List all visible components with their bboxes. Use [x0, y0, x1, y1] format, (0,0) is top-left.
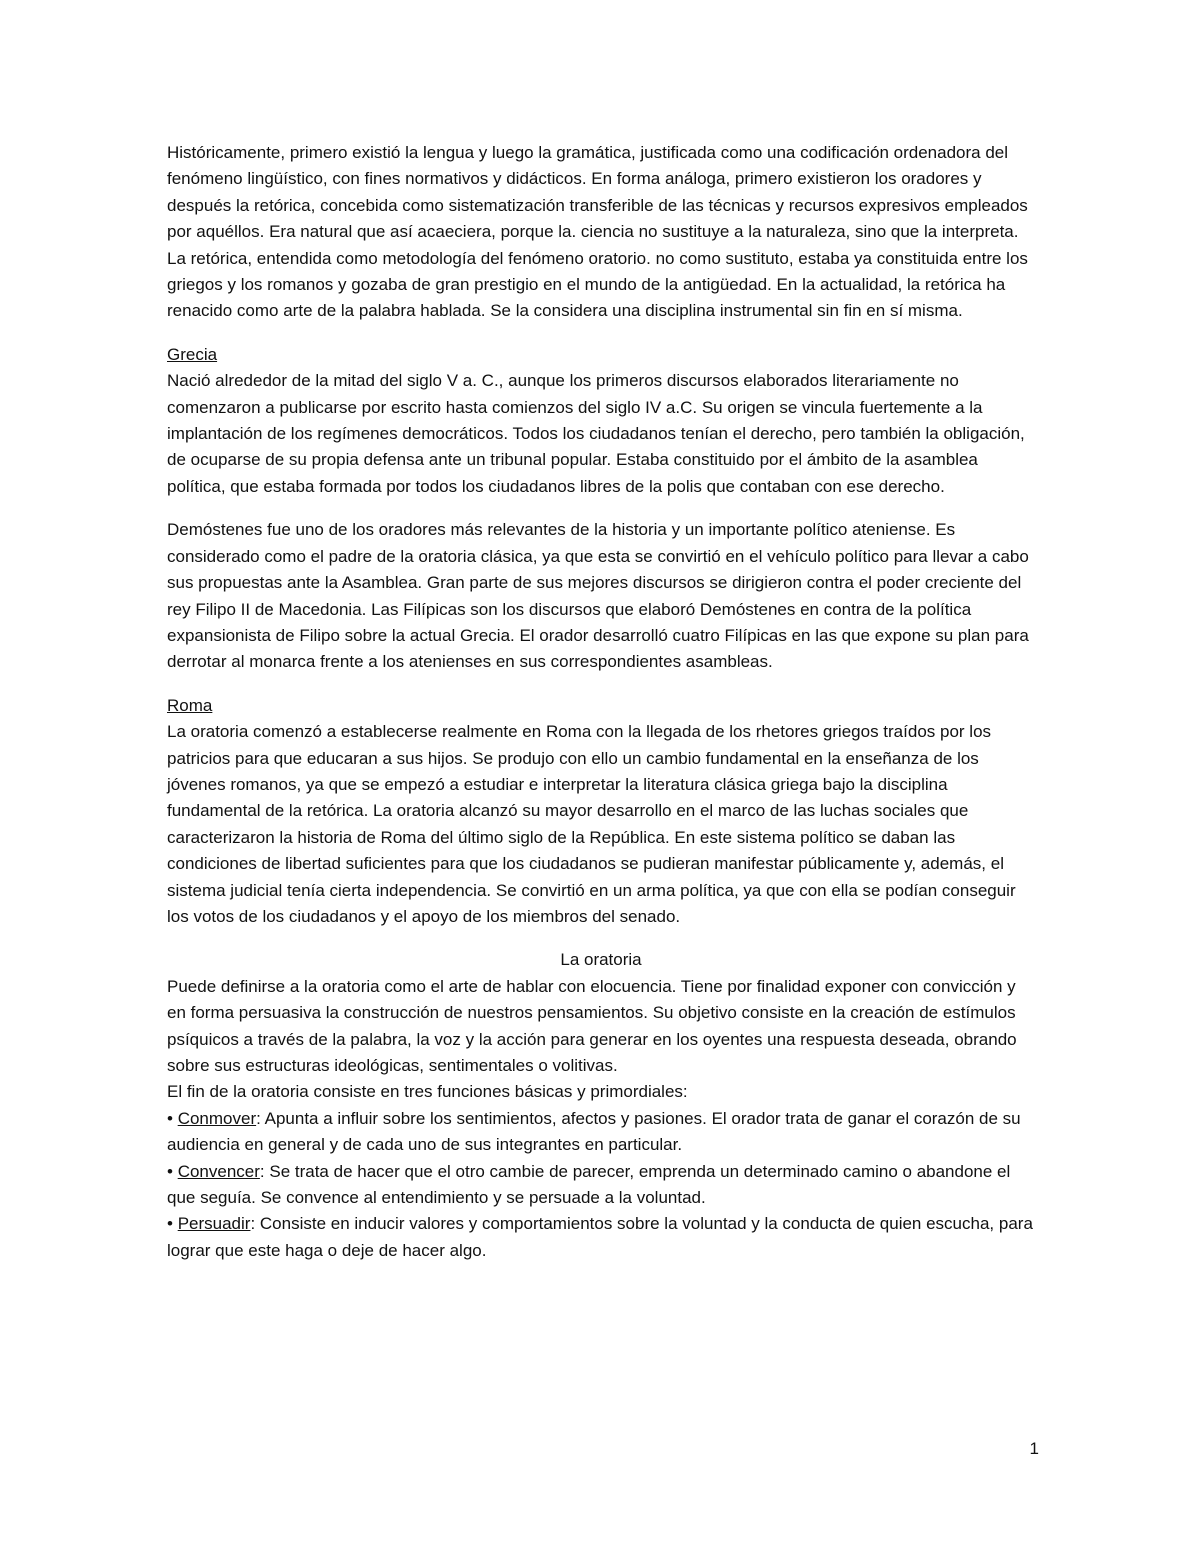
intro-paragraph: Históricamente, primero existió la lengua y luego la gramática, justificada como una codificación ordenadora del fenómeno lingüístico, con fines normativos y didácticos. En forma análoga, primero existieron los oradores y después la retórica, concebida como sistematización transferible de las técnicas y recursos expresivos empleados por aquéllos. Era natural que así acaeciera, porque la. ciencia no sustituye a la naturaleza, sino que la interpreta. La retórica, entendida como metodología del fenómeno oratorio. no como sustituto, estaba ya constituida entre los griegos y los romanos y gozaba de gran prestigio en el mundo de la antigüedad. En la actualidad, la retórica ha renacido como arte de la palabra hablada. Se la considera una disciplina instrumental sin fin en sí misma.	[167, 143, 1028, 321]
function-item-convencer	[167, 1159, 1035, 1212]
document-body	[167, 140, 1035, 1264]
function-text: : Consiste en inducir valores y comportamientos sobre la voluntad y la conducta de quien escucha, para lograr que este haga o deje de hacer algo.	[167, 1214, 1033, 1260]
function-term: Conmover	[177, 1108, 257, 1128]
bullet-icon: •	[167, 1108, 173, 1128]
oratoria-functions-intro: El fin de la oratoria consiste en tres funciones básicas y primordiales:	[167, 1082, 688, 1102]
function-text: : Apunta a influir sobre los sentimientos, afectos y pasiones. El orador trata de ganar el corazón de su audiencia en general y de cada uno de sus integrantes en particular.	[167, 1108, 1021, 1155]
function-term: Convencer	[177, 1161, 260, 1181]
bullet-icon: •	[167, 1214, 173, 1234]
grecia-paragraph-2: Demóstenes fue uno de los oradores más relevantes de la historia y un importante político ateniense. Es considerado como el padre de la oratoria clásica, ya que esta se convirtió en el vehículo político para llevar a cabo sus propuestas ante la Asamblea. Gran parte de sus mejores discursos se dirigieron contra el poder creciente del rey Filipo II de Macedonia. Las Filípicas son los discursos que elaboró Demóstenes en contra de la política expansionista de Filipo sobre la actual Grecia. El orador desarrolló cuatro Filípicas en las que expone su plan para derrotar al monarca frente a los atenienses en sus correspondientes asambleas.	[167, 520, 1029, 672]
function-text: : Se trata de hacer que el otro cambie de parecer, emprenda un determinado camino o abandone el que seguía. Se convence al entendimiento y se persuade a la voluntad.	[167, 1161, 1011, 1208]
function-item-persuadir	[167, 1211, 1035, 1264]
section-heading-roma: Roma	[167, 695, 213, 715]
function-item-conmover	[167, 1106, 1035, 1159]
bullet-icon: •	[167, 1161, 173, 1181]
grecia-paragraph-1: Nació alrededor de la mitad del siglo V a. C., aunque los primeros discursos elaborados literariamente no comenzaron a publicarse por escrito hasta comienzos del siglo IV a.C. Su origen se vincula fuertemente a la implantación de los regímenes democráticos. Todos los ciudadanos tenían el derecho, pero también la obligación, de ocuparse de su propia defensa ante un tribunal popular. Estaba constituido por el ámbito de la asamblea política, que estaba formada por todos los ciudadanos libres de la polis que contaban con ese derecho.	[167, 371, 1025, 496]
roma-paragraph: La oratoria comenzó a establecerse realmente en Roma con la llegada de los rhetores griegos traídos por los patricios para que educaran a sus hijos. Se produjo con ello un cambio fundamental en la enseñanza de los jóvenes romanos, ya que se empezó a estudiar e interpretar la literatura clásica griega bajo la disciplina fundamental de la retórica. La oratoria alcanzó su mayor desarrollo en el marco de las luchas sociales que caracterizaron la historia de Roma del último siglo de la República. En este sistema político se daban las condiciones de libertad suficientes para que los ciudadanos se pudieran manifestar públicamente y, además, el sistema judicial tenía cierta independencia. Se convirtió en un arma política, ya que con ella se podían conseguir los votos de los ciudadanos y el apoyo de los miembros del senado.	[167, 722, 1016, 926]
section-heading-oratoria: La oratoria	[560, 950, 642, 970]
section-heading-grecia: Grecia	[167, 344, 218, 364]
function-term: Persuadir	[177, 1214, 251, 1234]
page-number: 1	[1029, 1439, 1039, 1458]
oratoria-paragraph: Puede definirse a la oratoria como el arte de hablar con elocuencia. Tiene por finalidad exponer con convicción y en forma persuasiva la construcción de nuestros pensamientos. Su objetivo consiste en la creación de estímulos psíquicos a través de la palabra, la voz y la acción para generar en los oyentes una respuesta deseada, obrando sobre sus estructuras ideológicas, sentimentales o volitivas.	[167, 976, 1017, 1075]
